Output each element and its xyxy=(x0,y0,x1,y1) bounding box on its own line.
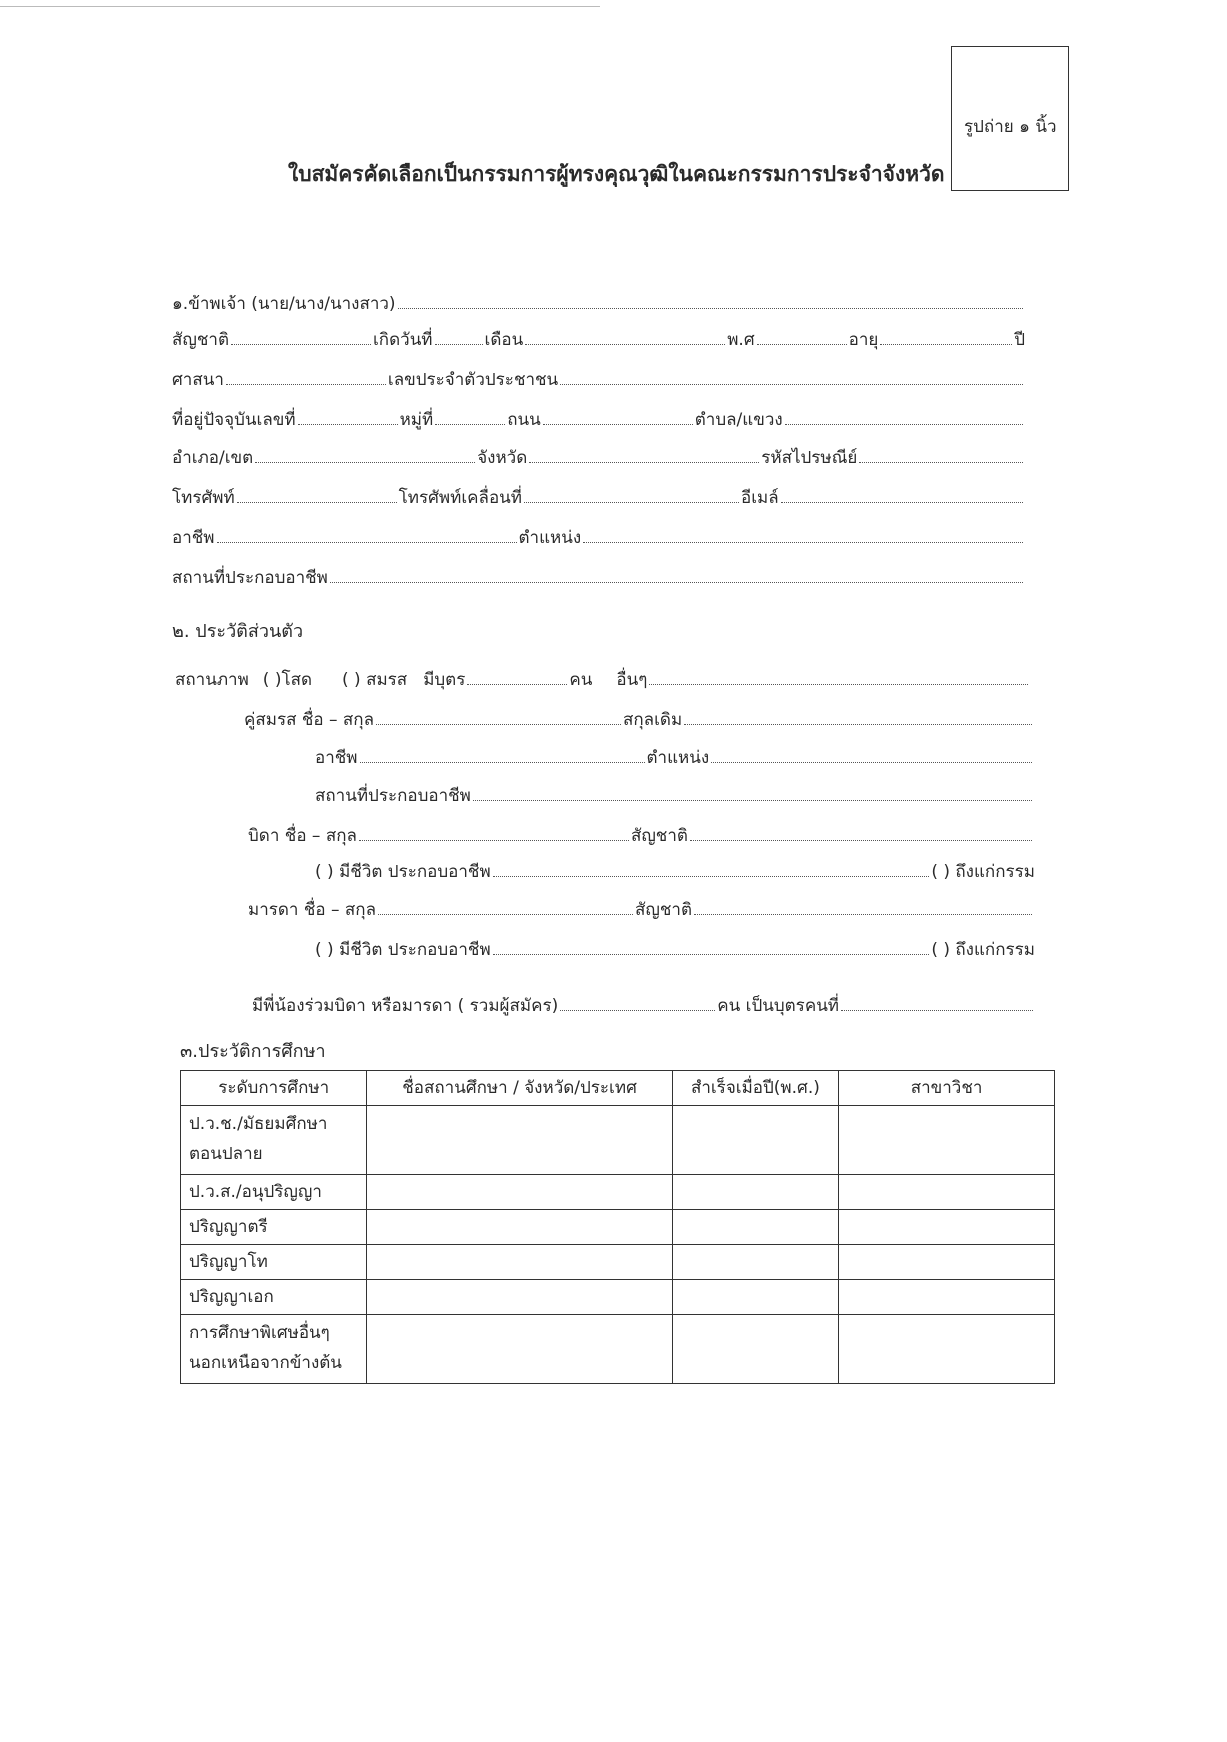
mobile-label: โทรศัพท์เคลื่อนที่ xyxy=(398,488,522,508)
father-occupation-field[interactable] xyxy=(493,862,930,877)
year-label: พ.ศ xyxy=(727,330,755,350)
spouse-name-field[interactable] xyxy=(376,710,621,725)
applicant-name-field[interactable] xyxy=(398,294,1023,309)
maiden-name-field[interactable] xyxy=(684,710,1032,725)
major-cell[interactable] xyxy=(839,1210,1055,1245)
email-field[interactable] xyxy=(781,488,1023,503)
column-header: สาขาวิชา xyxy=(839,1071,1055,1106)
birth-line xyxy=(172,326,1025,350)
graduation-year-cell[interactable] xyxy=(672,1106,838,1175)
education-level-cell: การศึกษาพิเศษอื่นๆนอกเหนือจากข้างต้น xyxy=(181,1315,367,1384)
district-label: อำเภอ/เขต xyxy=(172,448,254,468)
status-label: สถานภาพ xyxy=(175,670,249,690)
occupation-label: อาชีพ xyxy=(172,528,215,548)
workplace-line xyxy=(172,564,1025,588)
postcode-field[interactable] xyxy=(859,448,1023,463)
spouse-name-label: คู่สมรส ชื่อ – สกุล xyxy=(244,710,375,730)
father-nationality-field[interactable] xyxy=(690,826,1032,841)
mother-name-label: มารดา ชื่อ – สกุล xyxy=(248,900,377,920)
occupation-field[interactable] xyxy=(217,528,517,543)
position-field[interactable] xyxy=(583,528,1023,543)
occupation-line xyxy=(172,524,1025,548)
phone-field[interactable] xyxy=(237,488,397,503)
spouse-position-field[interactable] xyxy=(711,748,1032,763)
mobile-field[interactable] xyxy=(524,488,739,503)
column-header: ชื่อสถานศึกษา / จังหวัด/ประเทศ xyxy=(367,1071,672,1106)
section3-heading: ๓.ประวัติการศึกษา xyxy=(180,1041,326,1062)
mother-nationality-field[interactable] xyxy=(694,900,1032,915)
scan-edge-line xyxy=(0,6,600,7)
subdistrict-field[interactable] xyxy=(785,410,1023,425)
graduation-year-cell[interactable] xyxy=(672,1210,838,1245)
father-alive-option[interactable]: ( ) มีชีวิต ประกอบอาชีพ xyxy=(315,862,491,882)
siblings-field[interactable] xyxy=(560,996,715,1011)
id-number-label: เลขประจำตัวประชาชน xyxy=(387,370,559,390)
institution-cell[interactable] xyxy=(367,1106,672,1175)
spouse-position-label: ตำแหน่ง xyxy=(646,748,710,768)
institution-cell[interactable] xyxy=(367,1315,672,1384)
major-cell[interactable] xyxy=(839,1106,1055,1175)
children-unit: คน xyxy=(569,670,593,690)
spouse-workplace-field[interactable] xyxy=(473,786,1032,801)
institution-cell[interactable] xyxy=(367,1210,672,1245)
age-unit: ปี xyxy=(1014,330,1025,350)
major-cell[interactable] xyxy=(839,1280,1055,1315)
address-line xyxy=(172,406,1025,430)
district-field[interactable] xyxy=(255,448,475,463)
position-label: ตำแหน่ง xyxy=(518,528,582,548)
siblings-line xyxy=(252,992,1035,1016)
phone-line xyxy=(172,484,1025,508)
mother-occupation-field[interactable] xyxy=(493,940,930,955)
others-label: อื่นๆ xyxy=(616,670,648,690)
education-level-cell: ป.ว.ส./อนุปริญญา xyxy=(181,1175,367,1210)
children-field[interactable] xyxy=(467,670,567,685)
single-option[interactable]: ( )โสด xyxy=(262,670,313,690)
table-row xyxy=(181,1245,1055,1280)
province-field[interactable] xyxy=(529,448,759,463)
education-level-cell: ปริญญาเอก xyxy=(181,1280,367,1315)
age-field[interactable] xyxy=(880,330,1012,345)
education-level-cell: ปริญญาโท xyxy=(181,1245,367,1280)
mother-name-field[interactable] xyxy=(378,900,633,915)
mother-status-line xyxy=(315,936,1035,960)
major-cell[interactable] xyxy=(839,1245,1055,1280)
father-name-label: บิดา ชื่อ – สกุล xyxy=(248,826,357,846)
mother-deceased-option[interactable]: ( ) ถึงแก่กรรม xyxy=(931,940,1035,960)
institution-cell[interactable] xyxy=(367,1245,672,1280)
address-no-field[interactable] xyxy=(298,410,398,425)
nationality-field[interactable] xyxy=(231,330,371,345)
institution-cell[interactable] xyxy=(367,1280,672,1315)
workplace-field[interactable] xyxy=(330,568,1023,583)
father-deceased-option[interactable]: ( ) ถึงแก่กรรม xyxy=(931,862,1035,882)
graduation-year-cell[interactable] xyxy=(672,1175,838,1210)
age-label: อายุ xyxy=(848,330,879,350)
address-no-label: ที่อยู่ปัจจุบันเลขที่ xyxy=(172,410,296,430)
graduation-year-cell[interactable] xyxy=(672,1245,838,1280)
birth-day-field[interactable] xyxy=(435,330,483,345)
column-header: ระดับการศึกษา xyxy=(181,1071,367,1106)
education-level-cell: ปริญญาตรี xyxy=(181,1210,367,1245)
nationality-label: สัญชาติ xyxy=(172,330,229,350)
phone-label: โทรศัพท์ xyxy=(172,488,235,508)
postcode-label: รหัสไปรษณีย์ xyxy=(761,448,858,468)
column-header: สำเร็จเมื่อปี(พ.ศ.) xyxy=(672,1071,838,1106)
religion-field[interactable] xyxy=(226,370,386,385)
education-table xyxy=(180,1070,1055,1384)
workplace-label: สถานที่ประกอบอาชีพ xyxy=(172,568,328,588)
table-row xyxy=(181,1210,1055,1245)
major-cell[interactable] xyxy=(839,1175,1055,1210)
email-label: อีเมล์ xyxy=(740,488,779,508)
photo-label: รูปถ่าย ๑ นิ้ว xyxy=(964,117,1057,137)
table-row xyxy=(181,1280,1055,1315)
others-field[interactable] xyxy=(649,670,1028,685)
month-label: เดือน xyxy=(484,330,524,350)
mother-alive-option[interactable]: ( ) มีชีวิต ประกอบอาชีพ xyxy=(315,940,491,960)
id-number-field[interactable] xyxy=(560,370,1023,385)
applicant-line xyxy=(172,290,1025,314)
religion-line xyxy=(172,366,1025,390)
education-level-cell: ป.ว.ช./มัธยมศึกษาตอนปลาย xyxy=(181,1106,367,1175)
photo-box xyxy=(951,46,1069,191)
table-row xyxy=(181,1175,1055,1210)
district-line xyxy=(172,444,1025,468)
graduation-year-cell[interactable] xyxy=(672,1280,838,1315)
section2-heading: ๒. ประวัติส่วนตัว xyxy=(172,621,304,642)
table-row xyxy=(181,1315,1055,1384)
father-status-line xyxy=(315,858,1035,882)
married-option[interactable]: ( ) สมรส xyxy=(342,670,408,690)
spouse-workplace-line xyxy=(315,782,1034,806)
road-field[interactable] xyxy=(543,410,693,425)
subdistrict-label: ตำบล/แขวง xyxy=(694,410,783,430)
applicant-label: ๑.ข้าพเจ้า (นาย/นาง/นางสาว) xyxy=(172,294,396,314)
child-order-field[interactable] xyxy=(841,996,1033,1011)
father-line xyxy=(248,822,1034,846)
year-field[interactable] xyxy=(757,330,847,345)
spouse-occupation-line xyxy=(315,744,1034,768)
page-title: ใบสมัครคัดเลือกเป็นกรรมการผู้ทรงคุณวุฒิในคณะกรรมการประจำจังหวัด xyxy=(288,162,945,186)
month-field[interactable] xyxy=(525,330,725,345)
institution-cell[interactable] xyxy=(367,1175,672,1210)
spouse-workplace-label: สถานที่ประกอบอาชีพ xyxy=(315,786,471,806)
road-label: ถนน xyxy=(507,410,541,430)
table-header-row xyxy=(181,1071,1055,1106)
mother-nationality-label: สัญชาติ xyxy=(635,900,693,920)
spouse-occupation-label: อาชีพ xyxy=(315,748,358,768)
religion-label: ศาสนา xyxy=(172,370,224,390)
siblings-label: มีพี่น้องร่วมบิดา หรือมารดา ( รวมผู้สมัคร) xyxy=(252,996,559,1016)
father-nationality-label: สัญชาติ xyxy=(630,826,688,846)
status-line xyxy=(175,666,1030,690)
birth-day-label: เกิดวันที่ xyxy=(373,330,433,350)
child-order-label: คน เป็นบุตรคนที่ xyxy=(717,996,840,1016)
spouse-occupation-field[interactable] xyxy=(360,748,645,763)
father-name-field[interactable] xyxy=(359,826,629,841)
mother-line xyxy=(248,896,1034,920)
major-cell[interactable] xyxy=(839,1315,1055,1384)
children-label: มีบุตร xyxy=(423,670,466,690)
village-label: หมู่ที่ xyxy=(399,410,434,430)
spouse-line xyxy=(244,706,1034,730)
table-row xyxy=(181,1106,1055,1175)
graduation-year-cell[interactable] xyxy=(672,1315,838,1384)
village-field[interactable] xyxy=(435,410,505,425)
maiden-name-label: สกุลเดิม xyxy=(623,710,683,730)
province-label: จังหวัด xyxy=(477,448,528,468)
